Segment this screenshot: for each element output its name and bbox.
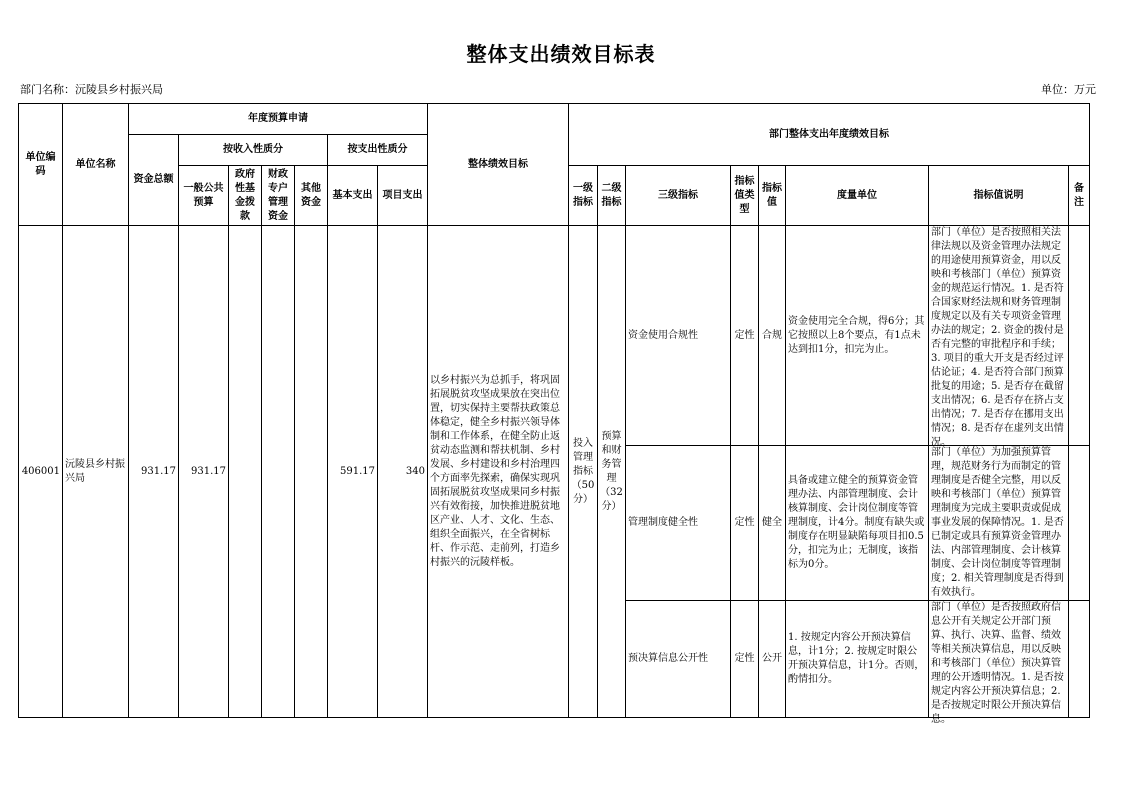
header-unit-code: 单位编码 [19, 104, 63, 226]
table-row [19, 226, 1090, 446]
cell-value-desc [929, 446, 1069, 601]
department-name: 部门名称：沅陵县乡村振兴局 [20, 83, 163, 96]
cell-level3: 管理制度健全性 [626, 446, 731, 601]
cell-basic-expense: 591.17 [328, 226, 378, 718]
header-unit-name: 单位名称 [63, 104, 129, 226]
header-remark: 备注 [1069, 166, 1090, 226]
header-measure-unit: 度量单位 [786, 166, 929, 226]
cell-level3: 资金使用合规性 [626, 226, 731, 446]
performance-table [18, 103, 1090, 725]
header-by-income: 按收入性质分 [179, 135, 328, 166]
cell-general-budget: 931.17 [179, 226, 229, 718]
value-desc-text: 部门（单位）为加强预算管理，规范财务行为而制定的管理制度是否健全完整，用以反映和考核部门（单位）预算管理制度为完成主要职责或促成事业发展的保障情况。1. 是否已制定或具有预算资金管理办法、内部管理制度、会计核算制度、会计岗位制度等管理制度；2. 相关管理制度是否得到有效执行。 [931, 447, 1064, 598]
header-dept-goal: 部门整体支出年度绩效目标 [569, 104, 1090, 166]
header-level3: 三级指标 [626, 166, 731, 226]
header-overall-goal: 整体绩效目标 [428, 104, 569, 226]
cell-remark [1069, 226, 1090, 446]
cell-indicator-type: 定性 [731, 226, 759, 446]
cell-overall-goal: 以乡村振兴为总抓手，将巩固拓展脱贫攻坚成果放在突出位置，切实保持主要帮扶政策总体稳定，健全乡村振兴领导体制和工作体系，在健全防止返贫动态监测和帮扶机制、乡村发展、乡村建设和乡村治理四个方面率先探索，确保实现巩固拓展脱贫攻坚成果同乡村振兴有效衔接，加快推进脱贫地区产业、人才、文化、生态、组织全面振兴，在全省树标杆、作示范、走前列，打造乡村振兴的沅陵样板。 [428, 226, 569, 718]
header-indicator-value: 指标值 [759, 166, 786, 226]
cell-measure-unit: 资金使用完全合规，得6分；其它按照以上8个要点，有1点未达到扣1分，扣完为止。 [786, 226, 929, 446]
header-general-budget: 一般公共预算 [179, 166, 229, 226]
cell-remark [1069, 601, 1090, 718]
cell-unit-code: 406001 [19, 226, 63, 718]
header-other-fund: 其他资金 [295, 166, 328, 226]
header-by-expense: 按支出性质分 [328, 135, 428, 166]
header-total: 资金总额 [129, 135, 179, 226]
cell-measure-unit: 具备或建立健全的预算资金管理办法、内部管理制度、会计核算制度、会计岗位制度等管理制度，计4分。制度有缺失或制度存在明显缺陷每项目扣0.5分，扣完为止；无制度，该指标为0分。 [786, 446, 929, 601]
cell-other-fund [295, 226, 328, 718]
cell-indicator-value: 公开 [759, 601, 786, 718]
cell-remark [1069, 446, 1090, 601]
cell-gov-fund [229, 226, 262, 718]
cell-value-desc [929, 601, 1069, 725]
cell-indicator-type: 定性 [731, 601, 759, 718]
cell-level1: 投入管理指标（50分） [569, 226, 598, 718]
cell-unit-name: 沅陵县乡村振兴局 [63, 226, 129, 718]
header-gov-fund: 政府性基金拨款 [229, 166, 262, 226]
header-level1: 一级指标 [569, 166, 598, 226]
header-value-desc: 指标值说明 [929, 166, 1069, 226]
cell-level2: 预算和财务管理（32分） [598, 226, 626, 718]
cell-measure-unit: 1. 按规定内容公开预决算信息，计1分；2. 按规定时限公开预决算信息，计1分。否则，酌情扣分。 [786, 601, 929, 718]
cell-indicator-type: 定性 [731, 446, 759, 601]
cell-level3: 预决算信息公开性 [626, 601, 731, 718]
header-basic-expense: 基本支出 [328, 166, 378, 226]
cell-indicator-value: 健全 [759, 446, 786, 601]
header-level2: 二级指标 [598, 166, 626, 226]
cell-value-desc [929, 226, 1069, 446]
value-desc-text: 部门（单位）是否按照相关法律法规以及资金管理办法规定的用途使用预算资金，用以反映和考核部门（单位）预算资金的规范运行情况。1. 是否符合国家财经法规和财务管理制度规定以及有关专项资金管理办法的规定；2. 资金的拨付是否有完整的审批程序和手续；3. 项目的重大开支是否经过评估论证；4. 是否符合部门预算批复的用途；5. 是否存在截留支出情况；6. 是否存在挤占支出情况；7. 是否存在挪用支出情况；8. 是否存在虚列支出情况。 [931, 227, 1064, 448]
unit-label: 单位：万元 [1041, 83, 1096, 96]
cell-total: 931.17 [129, 226, 179, 718]
header-fiscal-special: 财政专户管理资金 [262, 166, 295, 226]
page-title: 整体支出绩效目标表 [466, 42, 656, 66]
cell-project-expense: 340 [378, 226, 428, 718]
header-project-expense: 项目支出 [378, 166, 428, 226]
header-indicator-type: 指标值类型 [731, 166, 759, 226]
cell-fiscal-special [262, 226, 295, 718]
header-annual-budget: 年度预算申请 [129, 104, 428, 135]
value-desc-text: 部门（单位）是否按照政府信息公开有关规定公开部门预算、执行、决算、监督、绩效等相关预决算信息，用以反映和考核部门（单位）预决算管理的公开透明情况。1. 是否按规定内容公开预决算信息；2. 是否按规定时限公开预决算信息。 [931, 602, 1064, 725]
cell-indicator-value: 合规 [759, 226, 786, 446]
